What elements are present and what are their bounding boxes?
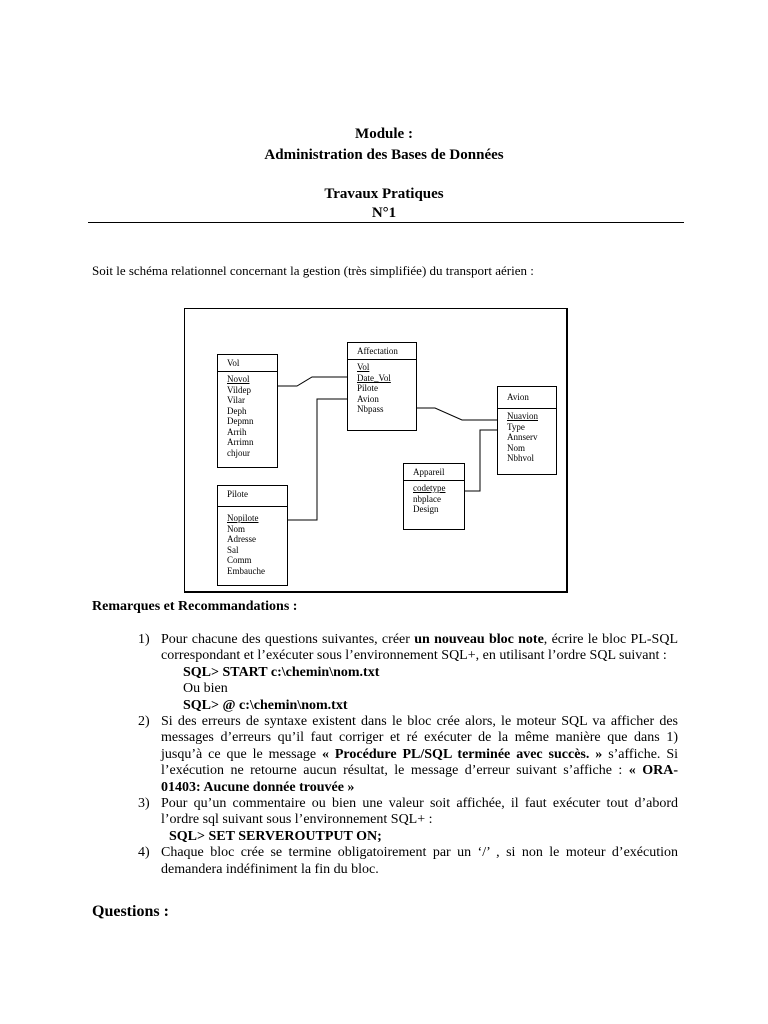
item-number: 1) xyxy=(138,632,150,647)
entity-appareil-attr: nbplace xyxy=(413,493,441,504)
tp-label: Travaux Pratiques xyxy=(324,186,444,202)
list-item xyxy=(138,845,678,878)
entity-pilote-attr: Embauche xyxy=(227,565,265,576)
course-title: Administration des Bases de Données xyxy=(264,147,504,163)
item-text-part: s’affiche. Si l’exécution ne retourne aucun résultat, le message d’erreur suivant s’affiche : xyxy=(161,746,678,779)
entity-affectation-key: Vol xyxy=(357,362,370,372)
connector-vol-affectation xyxy=(277,377,347,386)
entity-avion xyxy=(497,386,557,475)
entity-vol-attr: Depmn xyxy=(227,416,254,426)
entity-pilote-title: Pilote xyxy=(218,486,287,507)
entity-pilote xyxy=(217,485,288,586)
entity-affectation xyxy=(347,342,417,431)
entity-pilote-key: Nopilote xyxy=(227,513,259,523)
entity-affectation-attr: Nbpass xyxy=(357,404,384,414)
entity-vol-attr: Vilar xyxy=(227,395,245,405)
entity-pilote-attr: Nom xyxy=(227,523,245,534)
item-number: 4) xyxy=(138,845,150,861)
entity-avion-attr: Nom xyxy=(507,442,525,453)
list-item xyxy=(138,796,678,845)
schema-diagram xyxy=(184,308,568,593)
remarks-heading: Remarques et Recommandations : xyxy=(92,599,298,614)
list-item xyxy=(138,632,678,714)
entity-vol xyxy=(217,354,278,468)
entity-appareil-key: codetype xyxy=(413,483,446,493)
entity-appareil-attr: Design xyxy=(413,504,439,514)
entity-affectation-title: Affectation xyxy=(348,343,416,360)
entity-vol-attr: Arrimn xyxy=(227,437,254,447)
entity-avion-attr: Type xyxy=(507,421,525,432)
sql-command: SQL> START c:\chemin\nom.txt xyxy=(183,664,380,680)
entity-vol-attr: chjour xyxy=(227,447,250,458)
item-number: 3) xyxy=(138,796,150,812)
entity-affectation-key: Date_Vol xyxy=(357,372,391,383)
list-item xyxy=(138,714,678,796)
entity-avion-attr: Annserv xyxy=(507,432,538,442)
entity-avion-key: Nuavion xyxy=(507,411,538,421)
entity-vol-attr: Deph xyxy=(227,405,247,416)
item-number: 2) xyxy=(138,714,150,730)
entity-pilote-attr: Comm xyxy=(227,555,252,565)
intro-text: Soit le schéma relationnel concernant la gestion (très simplifiée) du transport aérien : xyxy=(92,263,534,278)
alternative-text: Ou bien xyxy=(183,681,228,697)
entity-vol-attr: Arrih xyxy=(227,426,247,437)
entity-avion-attr: Nbhvol xyxy=(507,453,534,463)
entity-vol-key: Novol xyxy=(227,374,250,384)
remarks-list xyxy=(138,632,678,878)
entity-vol-title: Vol xyxy=(218,355,277,372)
entity-affectation-attr: Avion xyxy=(357,393,379,404)
item-bold-text: « Procédure PL/SQL terminée avec succès. » xyxy=(321,746,603,762)
header-divider xyxy=(88,222,684,223)
entity-appareil xyxy=(403,463,465,530)
connector-pilote-affectation xyxy=(279,399,349,520)
item-text-part: , écrire le bloc PL-SQL correspondant et l’exécuter sous l’environnement SQL+, en utilisant l’ordre SQL suivant : xyxy=(161,632,678,664)
item-bold-text: un nouveau bloc note xyxy=(414,632,544,647)
sql-command: SQL> SET SERVEROUTPUT ON; xyxy=(169,828,382,844)
item-text-part: Si des erreurs de syntaxe existent dans le bloc crée alors, le moteur SQL va afficher des messages d’erreurs qu’il faut corriger et ré exécuter de la même manière que dans 1) jusqu’à ce que le message xyxy=(161,714,678,762)
entity-vol-attr: Vildep xyxy=(227,384,251,395)
item-text xyxy=(161,714,678,796)
tp-number: N°1 xyxy=(371,205,397,221)
entity-pilote-attr: Sal xyxy=(227,544,239,555)
item-text-part: Pour chacune des questions suivantes, créer xyxy=(161,632,415,647)
item-text: Chaque bloc crée se termine obligatoirement par un ‘/’ , si non le moteur d’exécution demandera indéfiniment la fin du bloc. xyxy=(161,845,678,877)
item-text: Pour qu’un commentaire ou bien une valeur soit affichée, il faut exécuter tout d’abord l’ordre sql suivant sous l’environnement SQL+ : xyxy=(161,796,678,828)
sql-command: SQL> @ c:\chemin\nom.txt xyxy=(183,697,348,713)
entity-appareil-title: Appareil xyxy=(404,464,464,481)
entity-affectation-attr: Pilote xyxy=(357,383,379,393)
item-text xyxy=(161,632,678,665)
entity-pilote-attr: Adresse xyxy=(227,534,256,544)
entity-avion-title: Avion xyxy=(498,387,556,409)
questions-heading: Questions : xyxy=(92,903,169,920)
module-label: Module : xyxy=(355,126,413,142)
item-bold-text: « ORA-01403: Aucune donnée trouvée » xyxy=(161,763,678,795)
